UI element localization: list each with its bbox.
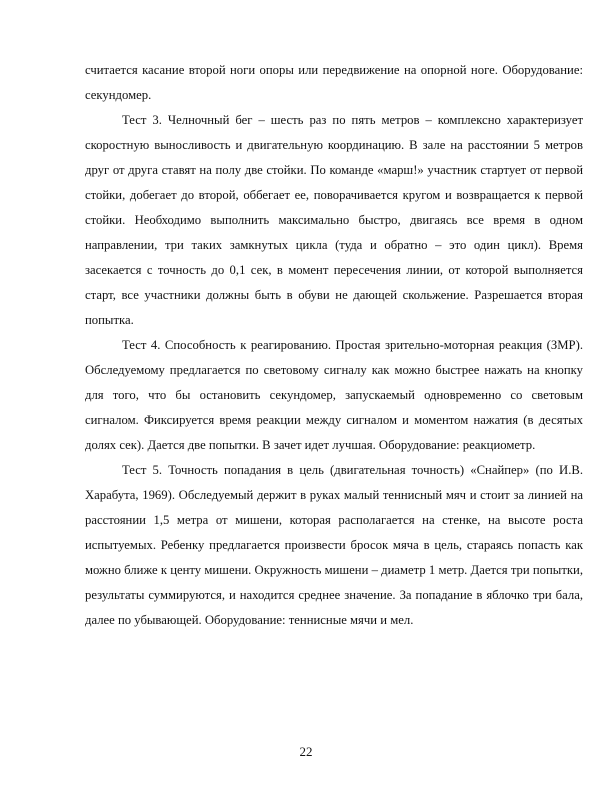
paragraph-text: Способность к реагированию. Простая зрительно-моторная реакция (ЗМР). Обследуемому предлагается по световому сигналу как можно быстрее нажать на кнопку для того, что бы остановить секундомер, запускаемый одновременно со световым сигналом. Фиксируется время реакции между сигналом и моментом нажатия (в десятых долях сек). Дается две попытки. В зачет идет лучшая. Оборудование: реакциометр. [85, 338, 583, 452]
paragraph-continuation [85, 58, 583, 108]
paragraph-test-4 [85, 333, 583, 458]
paragraph-text: Челночный бег – шесть раз по пять метров – комплексно характеризует скоростную выносливость и двигательную координацию. В зале на расстоянии 5 метров друг от друга ставят на полу две стойки. По команде «марш!» участник стартует от первой стойки, добегает до второй, оббегает ее, поворачивается кругом и возвращается к первой стойки. Необходимо выполнить максимально быстро, двигаясь все время в одном направлении, три таких замкнутых цикла (туда и обратно – это один цикл). Время засекается с точность до 0,1 сек, в момент пересечения линии, от которой выполняется старт, все участники должны быть в обуви не дающей скольжение. Разрешается вторая попытка. [85, 113, 583, 327]
test-label: Тест 4. [122, 338, 161, 352]
test-label: Тест 3. [122, 113, 162, 127]
test-label: Тест 5. [122, 463, 163, 477]
paragraph-text: Точность попадания в цель (двигательная точность) «Снайпер» (по И.В. Харабута, 1969). Обследуемый держит в руках малый теннисный мяч и стоит за линией на расстоянии 1,5 метра от мишени, которая располагается на стенке, на высоте роста испытуемых. Ребенку предлагается произвести бросок мяча в цель, стараясь попасть как можно ближе к центу мишени. Окружность мишени – диаметр 1 метр. Дается три попытки, результаты суммируются, и находится среднее значение. За попадание в яблочко три бала, далее по убывающей. Оборудование: теннисные мячи и мел. [85, 463, 583, 627]
paragraph-test-3 [85, 108, 583, 333]
paragraph-text: считается касание второй ноги опоры или передвижение на опорной ноге. Оборудование: секундомер. [85, 63, 583, 102]
page-number: 22 [299, 744, 313, 759]
paragraph-test-5 [85, 458, 583, 633]
page-body [85, 58, 583, 633]
